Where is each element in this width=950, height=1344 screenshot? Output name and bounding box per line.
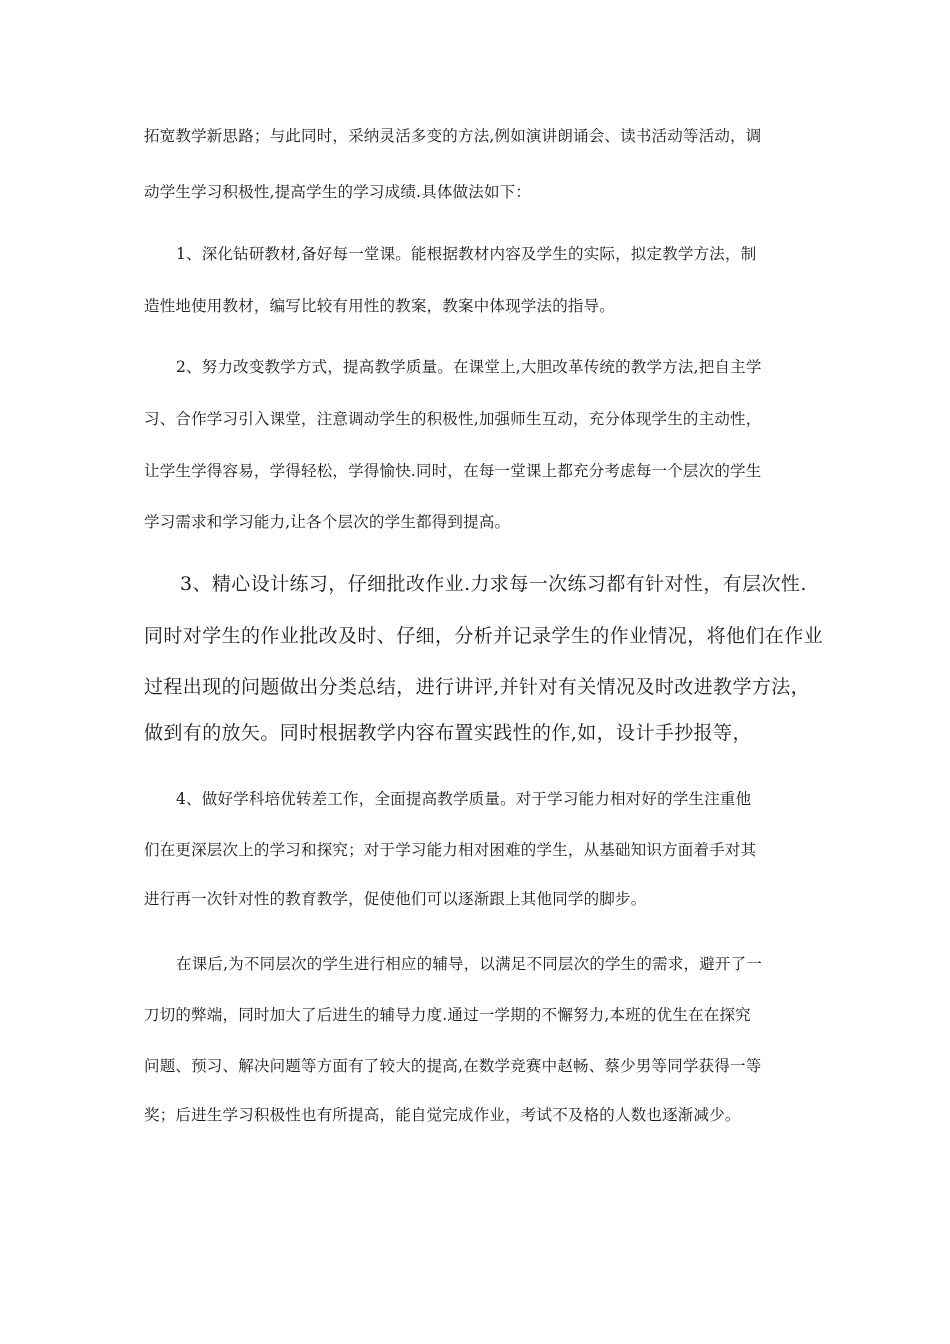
closing-line-4: 奖；后进生学习积极性也有所提高，能自觉完成作业，考试不及格的人数也逐渐减少。 — [144, 1106, 741, 1124]
item4-line-1: 4、做好学科培优转差工作，全面提高教学质量。对于学习能力相对好的学生注重他 — [176, 790, 752, 808]
item3-line-2: 同时对学生的作业批改及时、仔细，分析并记录学生的作业情况，将他们在作业 — [144, 625, 824, 647]
item2-line-3: 让学生学得容易，学得轻松，学得愉快.同时，在每一堂课上都充分考虑每一个层次的学生 — [144, 462, 762, 480]
item2-line-1: 2、努力改变教学方式，提高教学质量。在课堂上,大胆改革传统的教学方法,把自主学 — [176, 358, 762, 376]
item1-line-2: 造性地使用教材，编写比较有用性的教案，教案中体现学法的指导。 — [144, 297, 616, 315]
closing-line-1: 在课后,为不同层次的学生进行相应的辅导，以满足不同层次的学生的需求，避开了一 — [176, 955, 763, 973]
intro-line-1: 拓宽教学新思路；与此同时，采纳灵活多变的方法,例如演讲朗诵会、读书活动等活动，调 — [144, 127, 762, 145]
item4-line-3: 进行再一次针对性的教育教学，促使他们可以逐渐跟上其他同学的脚步。 — [144, 890, 647, 908]
item2-line-4: 学习需求和学习能力,让各个层次的学生都得到提高。 — [144, 513, 511, 531]
item1-line-1: 1、深化钻研教材,备好每一堂课。能根据教材内容及学生的实际，拟定教学方法，制 — [176, 245, 757, 263]
item3-line-4: 做到有的放矢。同时根据教学内容布置实践性的作,如，设计手抄报等， — [144, 722, 752, 744]
closing-line-2: 刀切的弊端，同时加大了后进生的辅导力度.通过一学期的不懈努力,本班的优生在在探究 — [144, 1006, 751, 1024]
closing-line-3: 问题、预习、解决问题等方面有了较大的提高,在数学竞赛中赵畅、蔡少男等同学获得一等 — [144, 1057, 762, 1075]
item4-line-2: 们在更深层次上的学习和探究；对于学习能力相对困难的学生，从基础知识方面着手对其 — [144, 841, 757, 859]
item3-line-1: 3、精心设计练习，仔细批改作业.力求每一次练习都有针对性，有层次性. — [180, 573, 807, 595]
item2-line-2: 习、合作学习引入课堂，注意调动学生的积极性,加强师生互动，充分体现学生的主动性， — [144, 410, 762, 428]
intro-line-2: 动学生学习积极性,提高学生的学习成绩.具体做法如下： — [144, 183, 532, 201]
item3-line-3: 过程出现的问题做出分类总结，进行讲评,并针对有关情况及时改进教学方法， — [144, 676, 811, 698]
